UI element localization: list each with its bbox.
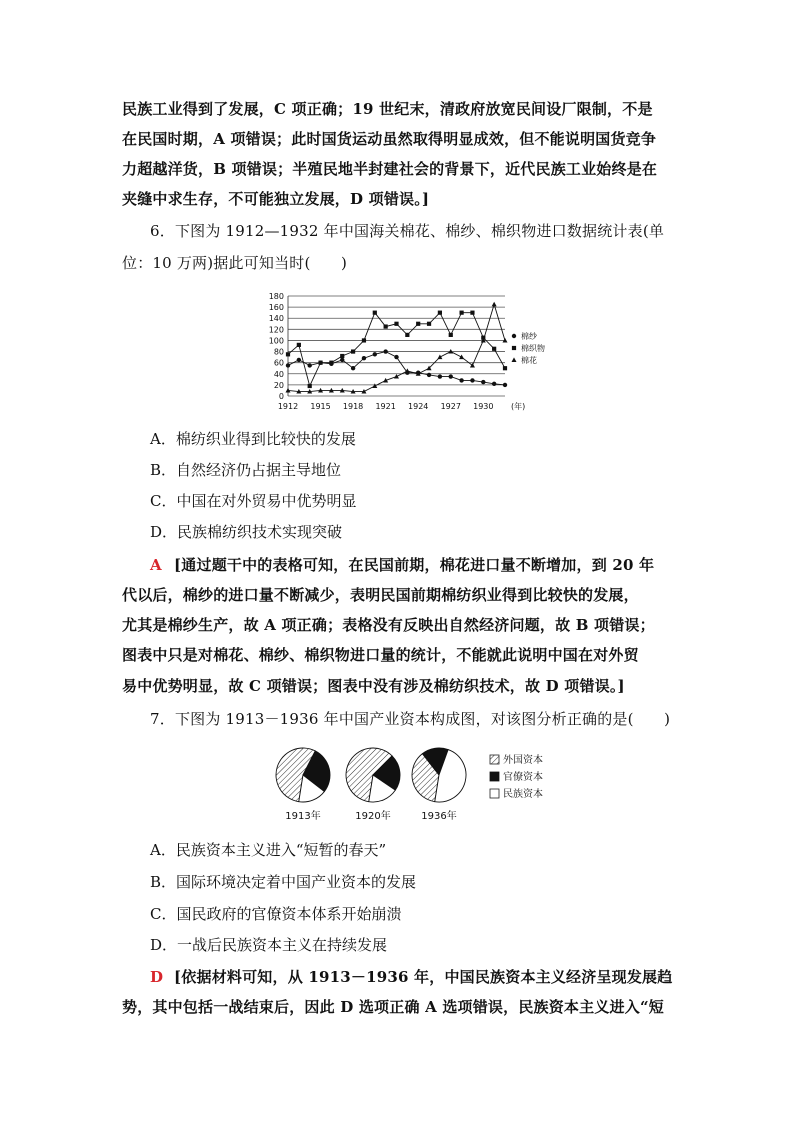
y-tick-label: 40 bbox=[273, 369, 284, 379]
data-point-cotton-cloth bbox=[362, 338, 366, 342]
data-point-cotton-yarn bbox=[373, 352, 377, 356]
q6-stem-line-1: 6．下图为 1912—1932 年中国海关棉花、棉纱、棉织物进口数据统计表(单 bbox=[150, 222, 665, 240]
q7-explanation-line-1: [依据材料可知，从 1913－1936 年，中国民族资本主义经济呈现发展趋 bbox=[174, 968, 673, 986]
q6-answer: A bbox=[150, 556, 162, 574]
data-point-cotton-cloth bbox=[318, 361, 322, 365]
y-tick-label: 0 bbox=[278, 392, 284, 401]
q6-explanation-line-3: 尤其是棉纱生产，故 A 项正确；表格没有反映出自然经济问题，故 B 项错误； bbox=[122, 616, 655, 634]
legend-marker bbox=[512, 346, 516, 350]
data-point-cotton-yarn bbox=[351, 366, 355, 370]
data-point-cotton-yarn bbox=[470, 378, 474, 382]
q6-explanation-line-4: 图表中只是对棉花、棉纱、棉织物进口量的统计，不能就此说明中国在对外贸 bbox=[122, 646, 639, 664]
x-tick-label: 1924 bbox=[408, 402, 429, 411]
legend-marker bbox=[512, 357, 517, 362]
legend-label-foreign: 外国资本 bbox=[503, 755, 543, 766]
q6-option-b: B．自然经济仍占据主导地位 bbox=[150, 461, 342, 479]
legend-swatch-national bbox=[490, 789, 499, 798]
legend-label: 棉纱 bbox=[521, 332, 537, 341]
data-point-cotton-yarn bbox=[481, 380, 485, 384]
intro-line-4: 夹缝中求生存，不可能独立发展，D 项错误。] bbox=[122, 190, 430, 208]
data-point-raw-cotton bbox=[286, 388, 291, 393]
q6-stem-line-2: 位：10 万两)据此可知当时( ) bbox=[122, 254, 348, 272]
data-point-cotton-cloth bbox=[470, 311, 474, 315]
data-point-cotton-cloth bbox=[427, 322, 431, 326]
x-tick-label: 1915 bbox=[310, 402, 331, 411]
data-point-cotton-cloth bbox=[340, 354, 344, 358]
data-point-cotton-cloth bbox=[405, 333, 409, 337]
data-point-cotton-yarn bbox=[383, 349, 387, 353]
legend-label: 棉花 bbox=[521, 356, 537, 365]
data-point-cotton-cloth bbox=[329, 361, 333, 365]
pie-year-label: 1913年 bbox=[285, 811, 321, 822]
y-tick-label: 160 bbox=[268, 303, 284, 313]
data-point-cotton-cloth bbox=[384, 324, 388, 328]
data-point-cotton-cloth bbox=[308, 384, 312, 388]
data-point-cotton-yarn bbox=[286, 363, 290, 367]
data-point-cotton-cloth bbox=[286, 352, 290, 356]
q7-option-d: D．一战后民族资本主义在持续发展 bbox=[150, 936, 388, 954]
data-point-cotton-yarn bbox=[340, 358, 344, 362]
data-point-cotton-yarn bbox=[297, 358, 301, 362]
legend-label: 棉织物 bbox=[521, 344, 545, 353]
x-tick-label: 1912 bbox=[277, 402, 299, 411]
q7-pie-charts bbox=[0, 740, 794, 830]
data-point-cotton-yarn bbox=[459, 378, 463, 382]
y-tick-label: 20 bbox=[273, 380, 284, 390]
legend-swatch-bureaucratic bbox=[490, 772, 499, 781]
data-point-cotton-cloth bbox=[351, 349, 355, 353]
x-tick-label: 1930 bbox=[473, 402, 494, 411]
x-tick-label: 1927 bbox=[440, 402, 461, 411]
data-point-cotton-cloth bbox=[297, 343, 301, 347]
legend-swatch-foreign bbox=[490, 755, 499, 764]
data-point-cotton-cloth bbox=[438, 311, 442, 315]
pie-legend bbox=[490, 753, 543, 800]
data-point-cotton-cloth bbox=[394, 322, 398, 326]
data-point-raw-cotton bbox=[437, 355, 442, 360]
data-point-cotton-yarn bbox=[394, 355, 398, 359]
pie-year-label: 1936年 bbox=[421, 811, 457, 822]
y-tick-label: 100 bbox=[268, 336, 284, 346]
data-point-cotton-yarn bbox=[503, 383, 507, 387]
data-point-cotton-cloth bbox=[503, 366, 507, 370]
q6-option-a: A．棉纺织业得到比较快的发展 bbox=[150, 430, 356, 448]
q6-explanation-line-1: [通过题干中的表格可知，在民国前期，棉花进口量不断增加，到 20 年 bbox=[174, 556, 655, 574]
q6-line-chart bbox=[0, 288, 794, 418]
y-tick-label: 80 bbox=[273, 347, 284, 357]
data-point-cotton-cloth bbox=[492, 347, 496, 351]
data-point-raw-cotton bbox=[492, 302, 497, 307]
q6-explanation-line-5: 易中优势明显，故 C 项错误；图表中没有涉及棉纺织技术，故 D 项错误。] bbox=[122, 677, 625, 695]
intro-line-3: 力超越洋货，B 项错误；半殖民地半封建社会的背景下，近代民族工业始终是在 bbox=[122, 160, 658, 178]
data-point-cotton-yarn bbox=[492, 382, 496, 386]
legend-marker bbox=[512, 334, 516, 338]
q7-option-b: B．国际环境决定着中国产业资本的发展 bbox=[150, 873, 417, 891]
data-point-cotton-yarn bbox=[427, 373, 431, 377]
x-tick-label: 1918 bbox=[342, 402, 364, 411]
data-point-cotton-yarn bbox=[438, 374, 442, 378]
y-tick-label: 120 bbox=[268, 325, 284, 335]
q6-option-d: D．民族棉纺织技术实现突破 bbox=[150, 523, 343, 541]
data-point-raw-cotton bbox=[459, 355, 464, 360]
data-point-cotton-cloth bbox=[449, 333, 453, 337]
q6-option-c: C．中国在对外贸易中优势明显 bbox=[150, 492, 357, 510]
data-point-cotton-yarn bbox=[308, 363, 312, 367]
q7-stem: 7．下图为 1913－1936 年中国产业资本构成图，对该图分析正确的是( ) bbox=[150, 710, 671, 728]
pie-year-label: 1920年 bbox=[355, 811, 391, 822]
data-point-cotton-yarn bbox=[362, 356, 366, 360]
y-tick-label: 180 bbox=[268, 292, 284, 301]
x-tick-label: 1921 bbox=[375, 402, 396, 411]
data-point-raw-cotton bbox=[394, 374, 399, 379]
y-tick-label: 140 bbox=[268, 314, 284, 324]
data-point-cotton-cloth bbox=[416, 322, 420, 326]
intro-line-1: 民族工业得到了发展，C 项正确；19 世纪末，清政府放宽民间设厂限制，不是 bbox=[122, 100, 653, 118]
data-point-cotton-cloth bbox=[373, 311, 377, 315]
data-point-cotton-yarn bbox=[449, 374, 453, 378]
legend-label-bureaucratic: 官僚资本 bbox=[503, 772, 543, 783]
legend-label-national: 民族资本 bbox=[503, 789, 543, 800]
y-tick-label: 60 bbox=[273, 358, 284, 368]
q7-option-a: A．民族资本主义进入“短暂的春天” bbox=[150, 841, 387, 859]
x-unit-label: (年) bbox=[511, 402, 526, 411]
q7-option-c: C．国民政府的官僚资本体系开始崩溃 bbox=[150, 905, 402, 923]
q7-explanation-line-2: 势，其中包括一战结束后，因此 D 选项正确 A 选项错误，民族资本主义进入“短 bbox=[122, 998, 664, 1016]
data-point-cotton-cloth bbox=[460, 311, 464, 315]
q7-answer: D bbox=[150, 968, 164, 986]
intro-line-2: 在民国时期，A 项错误；此时国货运动虽然取得明显成效，但不能说明国货竞争 bbox=[122, 130, 657, 148]
data-point-raw-cotton bbox=[372, 383, 377, 388]
q6-explanation-line-2: 代以后，棉纱的进口量不断减少，表明民国前期棉纺织业得到比较快的发展， bbox=[122, 586, 639, 604]
